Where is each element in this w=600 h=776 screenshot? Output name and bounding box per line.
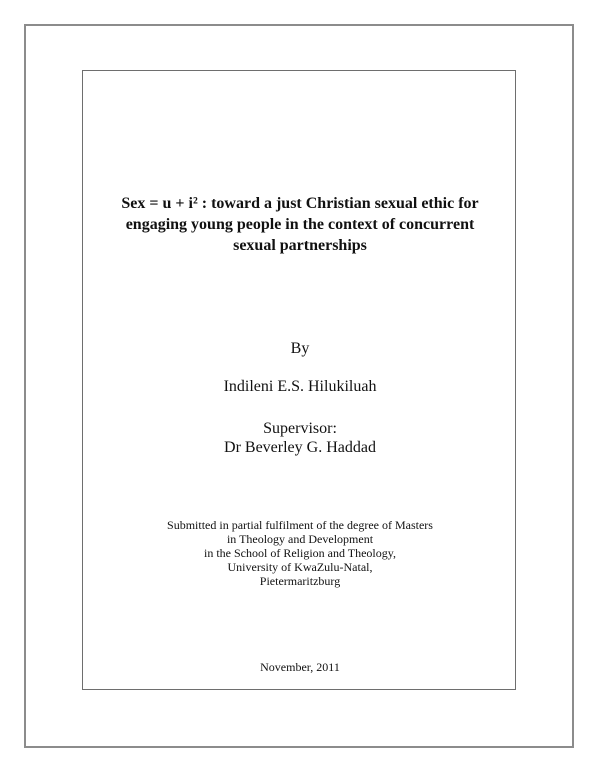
thesis-title-line: sexual partnerships bbox=[233, 237, 367, 254]
supervisor-block bbox=[90, 419, 510, 457]
submission-line: in Theology and Development bbox=[226, 532, 374, 546]
supervisor-label: Supervisor: bbox=[263, 420, 337, 437]
submission-statement bbox=[90, 518, 510, 588]
submission-line: in the School of Religion and Theology, bbox=[204, 546, 396, 560]
author-name: Indileni E.S. Hilukiluah bbox=[223, 378, 377, 395]
submission-line: University of KwaZulu-Natal, bbox=[227, 560, 373, 574]
submission-date: November, 2011 bbox=[260, 660, 340, 674]
submission-line: Submitted in partial fulfilment of the degree of Masters bbox=[167, 518, 433, 532]
submission-line: Pietermaritzburg bbox=[259, 574, 341, 588]
thesis-title bbox=[90, 193, 510, 256]
thesis-title-line: Sex = u + i² : toward a just Christian sexual ethic for bbox=[121, 195, 479, 212]
thesis-title-line: engaging young people in the context of concurrent bbox=[125, 216, 475, 233]
supervisor-name: Dr Beverley G. Haddad bbox=[224, 439, 376, 456]
by-label: By bbox=[290, 340, 310, 357]
